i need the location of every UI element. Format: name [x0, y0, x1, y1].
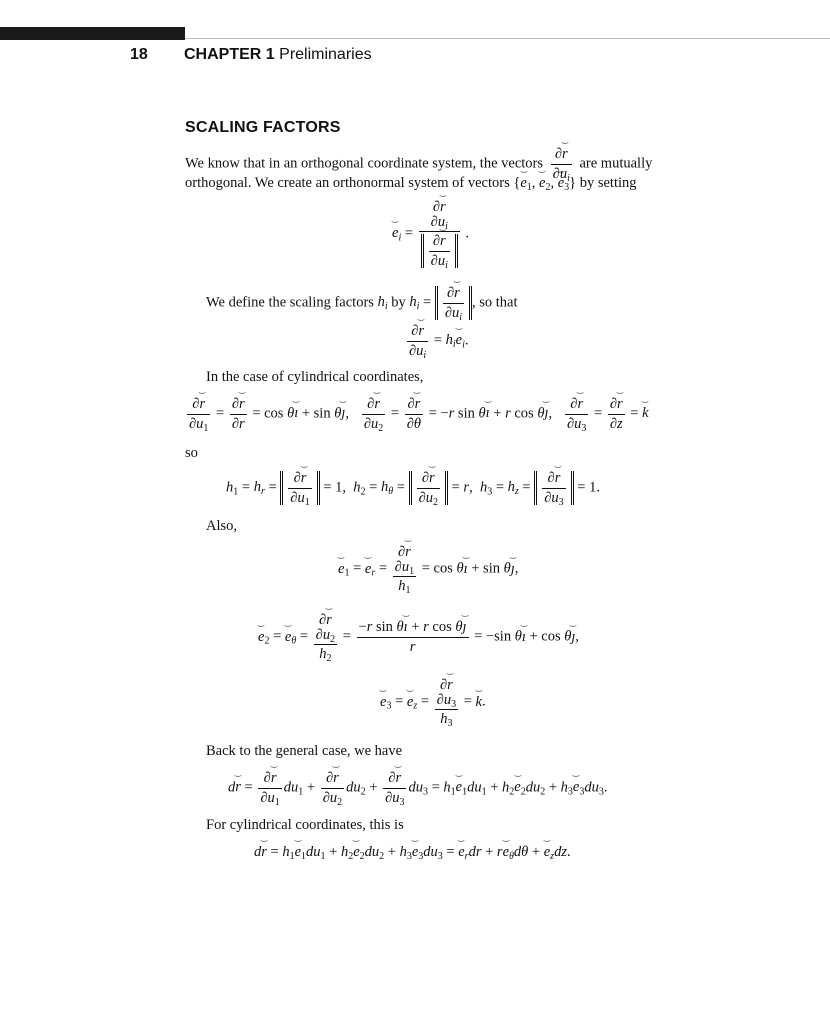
equation-ei: ⌢ $e_i$ = ∂⌢ r $\partial u_i$ $\frac{\partial⌢ r}{\partial u_i}$ .: [392, 200, 469, 268]
running-head: [184, 46, 372, 64]
equation-e3: ⌢ $e_3$ = ⌢ $e_z$ = ∂⌢ r $\partial u_3$ $h_3$ = ⌢ k.: [380, 678, 486, 727]
p1-text-d: by setting: [579, 175, 637, 191]
chapter-label: CHAPTER 1: [184, 46, 275, 63]
equation-cylindrical-partials: $\frac{\partial⌢ r}{\partial u_1}$ = $\frac{\partial⌢ r}{\partial r}$ = cos θ⌢ ı + sin θ⌢ ȷ, $\frac{\partial⌢ r}{\partial u_2}$ = $\frac{\partial⌢ r}{\partial\theta}$ = −r sin θ⌢ ı + r cos θ⌢ ȷ, $\frac{\partial⌢ r}{\partial u_3}$ = $\frac{\partial⌢ r}{\partial z}$ = ⌢ k: [185, 397, 649, 431]
p2-text-a: We define the scaling factors: [206, 294, 374, 311]
paragraph-2: We define the scaling factors $h_i$ by $h_i$ = $\frac{\partial⌢ r}{\partial u_i}$ , so that: [206, 286, 518, 320]
page-number: 18: [130, 46, 148, 63]
ei-fraction: ∂⌢ r $\partial u_i$ $\frac{\partial⌢ r}{\partial u_i}$: [419, 200, 460, 268]
equation-scaling-cylindrical: $h_1 = h_r$ = $\frac{\partial⌢ r}{\partial u_1}$ = 1, $h_2 = h_\theta$ = $\frac{\partial⌢ r}{\partial u_2}$ = r, $h_3 = h_z$ = $\frac{\partial⌢ r}{\partial u_3}$ = 1.: [226, 471, 600, 505]
section-title: SCALING FACTORS: [185, 119, 341, 136]
dr-dui-fraction: $\frac{\partial⌢ r}{\partial u_i}$: [551, 147, 572, 181]
header-bar: [0, 27, 185, 40]
equation-e1: ⌢ $e_1$ = ⌢ $e_r$ = ∂⌢ r $\partial u_1$ $h_1$ = cos θ⌢ ı + sin θ⌢ ȷ,: [338, 545, 518, 594]
paragraph-1-line-2: orthogonal. We create an orthonormal system of vectors {⌢ $e_1$, ⌢ $e_2$, ⌢ $e_3$} by setting: [185, 176, 637, 191]
equation-hi-ei: $\frac{\partial⌢ r}{\partial u_i}$ = $h_i⌢$ $e_i$.: [405, 324, 469, 358]
paragraph-5: For cylindrical coordinates, this is: [206, 817, 404, 833]
equation-e2: ⌢ $e_2$ = ⌢ $e_\theta$ = ∂⌢ r $\partial u_2$ $h_2$ = $\frac{\text{−r sin θ⌢ ı + r cos θ⌢ ȷ}}{r}$ = −sin θ⌢ ı + cos θ⌢ ȷ,: [258, 613, 579, 662]
chapter-title: Preliminaries: [279, 46, 372, 63]
header-rule: [185, 38, 830, 39]
paragraph-4: Back to the general case, we have: [206, 743, 403, 759]
equation-dr-general: d⌢ r = $\frac{\partial⌢ r}{\partial u_1}$ $du_1$ + $\frac{\partial⌢ r}{\partial u_2}$ $du_2$ + $\frac{\partial⌢ r}{\partial u_3}$ $du_3$ = $h_1⌢$ $e_1du_1$ + $h_2⌢$ $e_2du_2$ + $h_3⌢$ $e_3du_3$.: [228, 771, 607, 805]
p2-text-c: , so that: [472, 294, 518, 311]
p1-text-a: We know that in an orthogonal coordinate system, the vectors: [185, 155, 544, 172]
p1-text-b: are mutually: [579, 155, 653, 172]
p1-text-c: orthogonal. We create an orthonormal system of vectors: [185, 175, 510, 191]
equation-dr-cylindrical: d⌢ $r = h_1⌢$ $e_1du_1$ + $h_2⌢$ $e_2du_2$ + $h_3⌢$ $e_3du_3$ = ⌢ $e_rdr$ + r⌢ $e_\theta d\theta$ + ⌢ $e_zdz$.: [254, 845, 571, 860]
text-so: so: [185, 445, 198, 461]
p2-text-b: by: [391, 294, 406, 311]
text-also: Also,: [206, 518, 238, 534]
paragraph-3: In the case of cylindrical coordinates,: [206, 369, 424, 385]
